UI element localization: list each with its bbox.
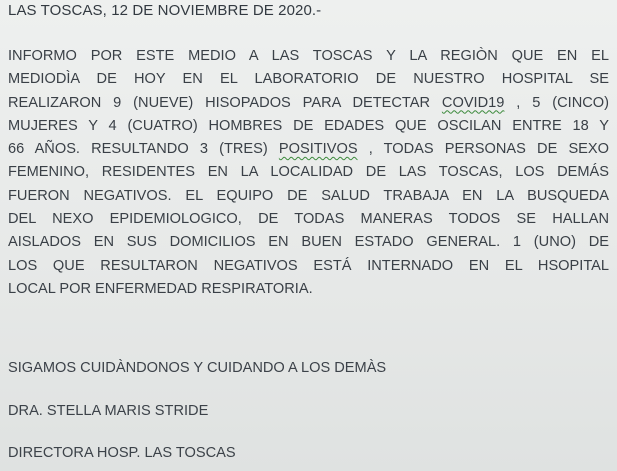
body-line-7: FUERON NEGATIVOS. EL EQUIPO DE SALUD TRABAJA EN LA BUSQUEDA <box>8 187 609 204</box>
body-line-5-start: 66 AÑOS. RESULTANDO 3 (TRES) <box>8 141 279 158</box>
body-line-6: FEMENINO, RESIDENTES EN LA LOCALIDAD DE LAS TOSCAS, LOS DEMÁS <box>8 164 609 181</box>
body-line-4: MUJERES Y 4 (CUATRO) HOMBRES DE EDADES QUE OSCILAN ENTRE 18 Y <box>8 117 609 134</box>
body-line-5 <box>8 138 609 161</box>
closing-message: SIGAMOS CUIDÀNDONOS Y CUIDANDO A LOS DEMÀS <box>8 360 387 376</box>
body-line-2: MEDIODÌA DE HOY EN EL LABORATORIO DE NUESTRO HOSPITAL SE <box>8 71 609 88</box>
body-line-1: INFORMO POR ESTE MEDIO A LAS TOSCAS Y LA REGIÒN QUE EN EL <box>8 48 609 64</box>
body-line-5-end: , TODAS PERSONAS DE SEXO <box>357 141 609 158</box>
body-line-3-end: , 5 (CINCO) <box>504 94 609 111</box>
body-line-10: LOS QUE RESULTARON NEGATIVOS ESTÁ INTERNADO EN EL HSOPITAL <box>8 257 609 274</box>
body-line-11: LOCAL POR ENFERMEDAD RESPIRATORIA. <box>8 280 313 297</box>
body-line-3-start: REALIZARON 9 (NUEVE) HISOPADOS PARA DETECTAR <box>8 94 442 111</box>
body-line-8: DEL NEXO EPIDEMIOLOGICO, DE TODAS MANERAS TODOS SE HALLAN <box>8 211 609 228</box>
body-line-9: AISLADOS EN SUS DOMICILIOS EN BUEN ESTADO GENERAL. 1 (UNO) DE <box>8 234 609 251</box>
spellcheck-word-covid: COVID19 <box>441 94 505 111</box>
signature-name: DRA. STELLA MARIS STRIDE <box>8 403 209 419</box>
signature-title: DIRECTORA HOSP. LAS TOSCAS <box>8 445 236 461</box>
spellcheck-word-positivos: POSITIVOS <box>278 141 358 158</box>
dateline: LAS TOSCAS, 12 DE NOVIEMBRE DE 2020.- <box>8 2 322 19</box>
letter-body <box>8 45 609 301</box>
body-line-3 <box>8 92 609 115</box>
